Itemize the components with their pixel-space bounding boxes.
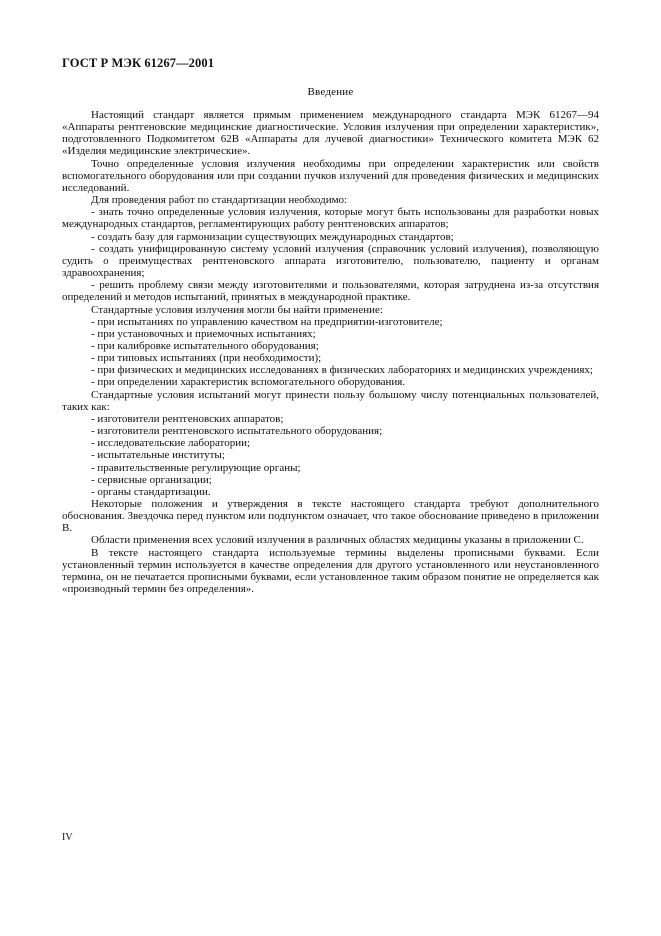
paragraph-users: Стандартные условия испытаний могут принести пользу большому числу потенциальных пользователей, таких как: — [62, 388, 599, 413]
paragraph-intro: Настоящий стандарт является прямым применением международного стандарта МЭК 61267—94 «Аппараты рентгеновские медицинские диагностические. Условия излучения при определении характеристик», подготовленного Подкомитетом 62В «Аппараты для лучевой диагностики» Технического комитета МЭК 62 «Изделия медицинские электрические». — [62, 109, 599, 158]
list-item: - исследовательские лаборатории; — [91, 437, 251, 450]
list-item: - изготовители рентгеновского испытательного оборудования; — [91, 425, 383, 438]
list-item: - органы стандартизации. — [91, 485, 211, 498]
list-item: - правительственные регулирующие органы; — [91, 461, 301, 474]
list-item: - знать точно определенные условия излучения, которые могут быть использованы для разработки новых международных стандартов, регламентирующих работу рентгеновских аппаратов; — [62, 206, 599, 231]
list-item: - сервисные организации; — [91, 473, 212, 486]
list-item: - при физических и медицинских исследованиях в физических лабораториях и медицинских учреждениях; — [91, 364, 593, 377]
list-item: - создать унифицированную систему условий излучения (справочник условий излучения), позволяющую судить о преимуществах рентгеновского аппарата изготовителю, пользователю, пациенту и органам здравоохранения; — [62, 242, 599, 280]
section-title: Введение — [307, 86, 354, 98]
paragraph-justification: Некоторые положения и утверждения в тексте настоящего стандарта требуют дополнительного обоснования. Звездочка перед пунктом или подпунктом означает, что такое обоснование приведено в приложении В. — [62, 498, 599, 535]
page-number: IV — [62, 832, 73, 843]
list-item: - испытательные институты; — [91, 449, 225, 462]
list-item: - при типовых испытаниях (при необходимости); — [91, 352, 322, 365]
list-item: - при калибровке испытательного оборудования; — [91, 339, 319, 352]
paragraph-purpose: Точно определенные условия излучения необходимы при определении характеристик или свойств вспомогательного оборудования или при создании пучков излучений для проведения физических и медицинских исследований. — [62, 157, 599, 194]
list-item: - изготовители рентгеновских аппаратов; — [91, 412, 284, 425]
document-code-header: ГОСТ Р МЭК 61267—2001 — [62, 56, 215, 70]
paragraph-standardization-needs: Для проведения работ по стандартизации необходимо: — [91, 194, 348, 207]
list-item: - решить проблему связи между изготовителями и пользователями, которая затруднена из-за отсутствия определений и методов испытаний, принятых в международной практике. — [62, 279, 599, 304]
paragraph-terms: В тексте настоящего стандарта используемые термины выделены прописными буквами. Если установленный термин используется в качестве определения для другого установленного или неустановленного термина, он не печатается прописными буквами, если установленное таким образом понятие не определяется как «производный термин без определения». — [62, 546, 599, 596]
body-text — [62, 109, 599, 595]
list-item: - при определении характеристик вспомогательного оборудования. — [91, 376, 406, 389]
list-item: - при испытаниях по управлению качеством на предприятии-изготовителе; — [91, 315, 443, 328]
paragraph-scope: Области применения всех условий излучения в различных областях медицины указаны в приложении С. — [91, 534, 584, 547]
list-item: - создать базу для гармонизации существующих международных стандартов; — [91, 230, 454, 243]
paragraph-applications: Стандартные условия излучения могли бы найти применение: — [91, 303, 383, 316]
list-item: - при установочных и приемочных испытаниях; — [91, 327, 316, 340]
